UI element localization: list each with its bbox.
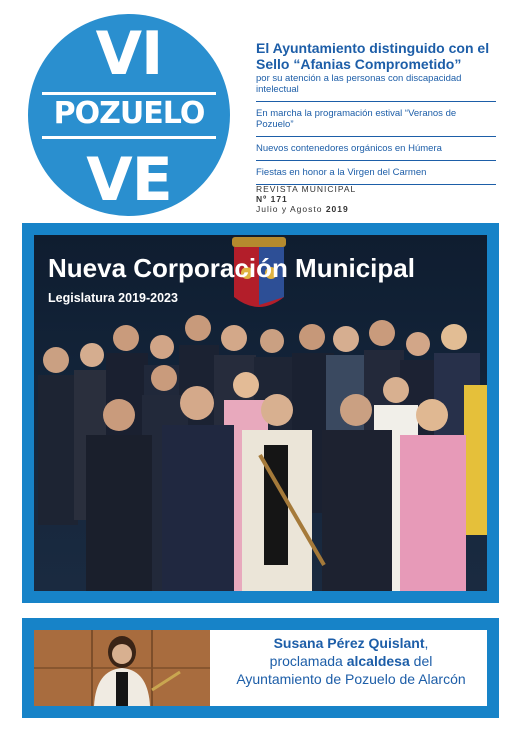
cover-headlines <box>256 40 496 185</box>
magazine-label: REVISTA MUNICIPAL <box>256 184 357 194</box>
logo-line-vi: VI <box>95 19 163 89</box>
issue-date: Julio y Agosto <box>256 204 323 214</box>
caption-mayor-role: alcaldesa <box>346 653 410 669</box>
mayor-caption-line1 <box>220 634 482 652</box>
mayor-caption <box>220 634 482 688</box>
lead-story-title[interactable]: El Ayuntamiento distinguido con el Sello “Afanias Comprometido” <box>256 40 490 72</box>
group-photo-illustration <box>34 235 487 591</box>
mayor-photo-illustration <box>34 630 210 706</box>
magazine-logo <box>28 14 230 216</box>
cover-photo-subtitle: Legislatura 2019-2023 <box>48 291 178 305</box>
group-photo[interactable] <box>34 235 487 591</box>
caption-proclaimed: proclamada <box>269 653 347 669</box>
mayor-story-frame <box>22 618 499 718</box>
logo-line-ve: VE <box>86 145 172 215</box>
mayor-name: Susana Pérez Quislant <box>273 635 425 651</box>
logo-rule-top <box>42 92 216 95</box>
mayor-caption-line2 <box>220 652 482 670</box>
issue-info <box>256 184 356 214</box>
issue-year: 2019 <box>325 204 349 214</box>
headline-fiestas[interactable]: Fiestas en honor a la Virgen del Carmen <box>256 160 496 185</box>
mayor-caption-line3: Ayuntamiento de Pozuelo de Alarcón <box>236 671 466 687</box>
cover-photo-title: Nueva Corporación Municipal <box>48 253 415 283</box>
headline-veranos[interactable]: En marcha la programación estival “Veranos de Pozuelo” <box>256 101 496 136</box>
cover-photo-frame <box>22 223 499 603</box>
mayor-name-comma: , <box>424 635 429 651</box>
issue-number: Nº 171 <box>256 194 288 204</box>
mayor-story-box[interactable] <box>34 630 487 706</box>
mayor-photo <box>34 630 210 706</box>
caption-del: del <box>409 653 433 669</box>
logo-rule-bottom <box>42 136 216 139</box>
headline-contenedores[interactable]: Nuevos contenedores orgánicos en Húmera <box>256 136 496 160</box>
logo-line-pozuelo: POZUELO <box>53 96 205 131</box>
lead-story-subtitle: por su atención a las personas con discapacidad intelectual <box>256 73 462 95</box>
issue-date-line <box>256 204 356 214</box>
